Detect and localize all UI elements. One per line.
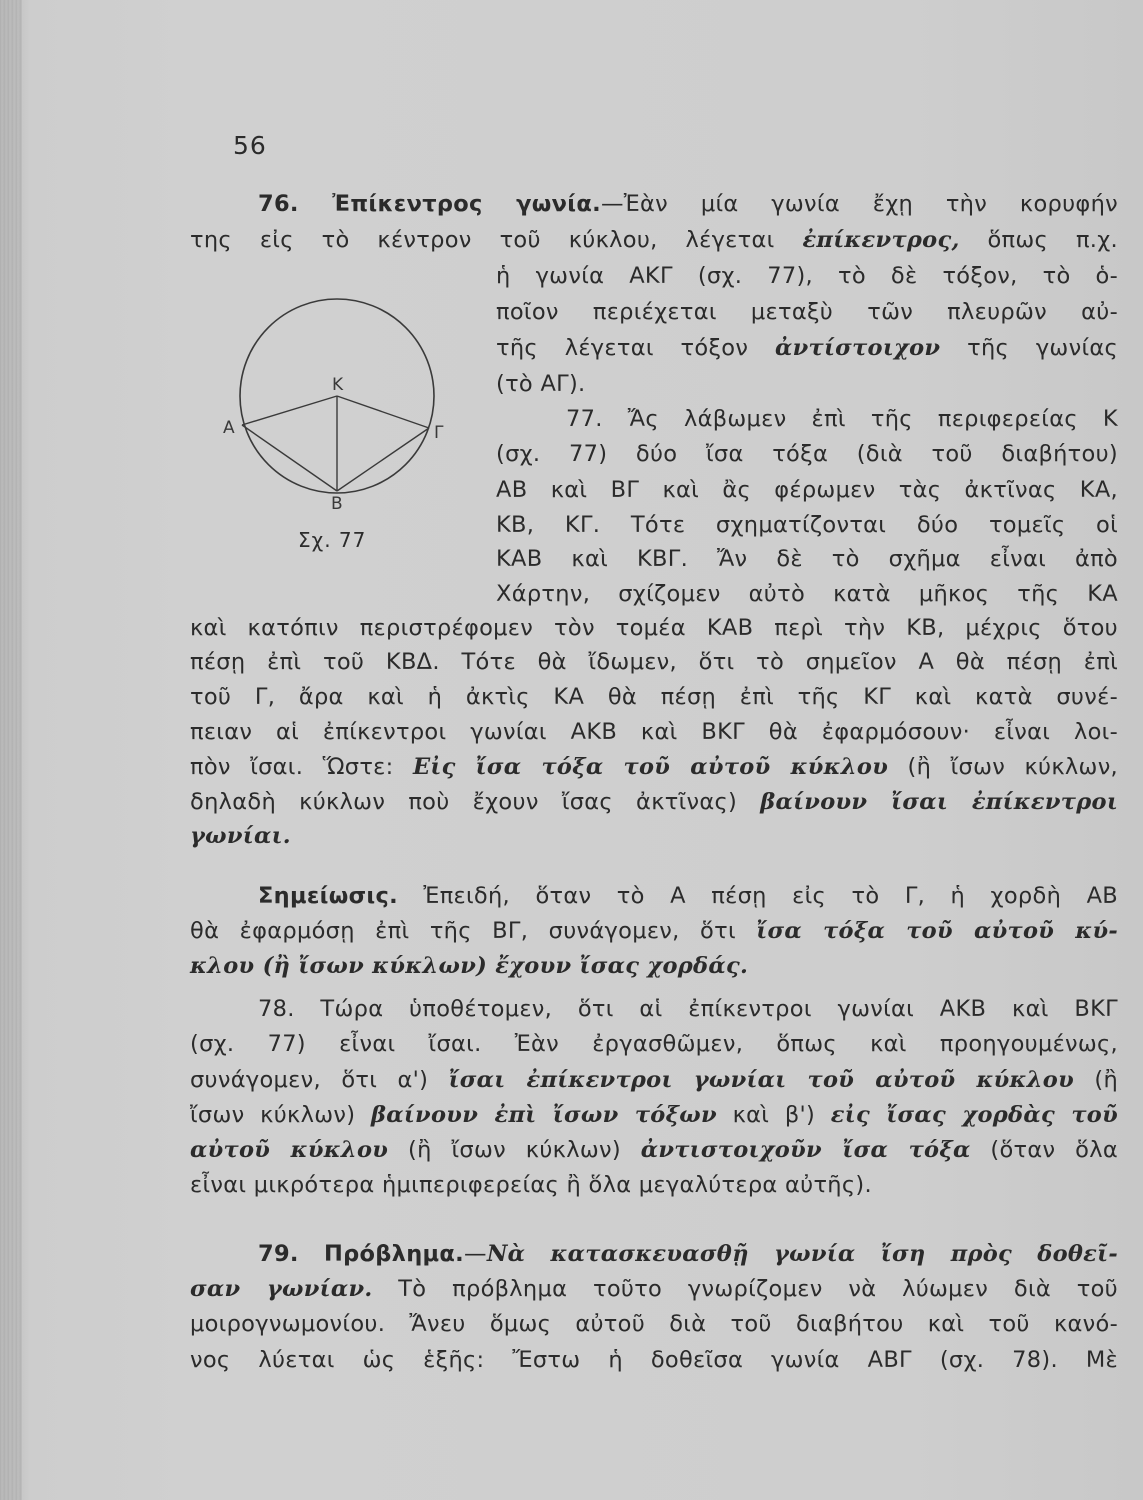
text-line xyxy=(190,683,1118,711)
text-line xyxy=(496,440,1118,468)
text-run: Ἐπειδή, ὅταν τὸ Α πέσῃ εἰς τὸ Γ, ἡ χορδὴ ΑΒ xyxy=(397,883,1118,909)
text-run: τοῦ Γ, ἄρα καὶ ἡ ἀκτὶς ΚΑ θὰ πέσῃ ἐπὶ τῆς ΚΓ καὶ κατὰ συνέ- xyxy=(190,684,1118,710)
text-line xyxy=(190,1171,1118,1199)
text-line xyxy=(190,1275,1118,1303)
text-line xyxy=(190,648,1118,676)
text-run: 78. Τώρα ὑποθέτομεν, ὅτι αἱ ἐπίκεντροι γωνίαι ΑΚΒ καὶ ΒΚΓ xyxy=(258,996,1118,1022)
text-line xyxy=(190,1030,1118,1058)
text-line xyxy=(258,882,1118,910)
heading-text: 76. Ἐπίκεντρος γωνία. xyxy=(258,191,601,217)
text-line xyxy=(496,334,1118,362)
text-run: (σχ. 77) δύο ἴσα τόξα (διὰ τοῦ διαβήτου) xyxy=(496,441,1118,467)
text-run: καὶ β') xyxy=(716,1102,831,1128)
emphasized-text: Νὰ κατασκευασθῇ γωνία ἴση πρὸς δοθεῖ- xyxy=(486,1241,1118,1267)
text-line xyxy=(258,995,1118,1023)
label-g: Γ xyxy=(434,423,444,443)
text-run: εἶναι μικρότερα ἡμιπεριφερείας ἢ ὅλα μεγαλύτερα αὐτῆς). xyxy=(190,1172,872,1198)
figure-77 xyxy=(220,295,460,525)
text-line xyxy=(190,917,1118,945)
text-run: 77. Ἄς λάβωμεν ἐπὶ τῆς περιφερείας Κ xyxy=(566,406,1118,432)
emphasized-text: ἀντιστοιχοῦν ἴσα τόξα xyxy=(640,1137,971,1163)
text-run: τῆς λέγεται τόξον xyxy=(496,335,776,361)
text-run: Τὸ πρόβλημα τοῦτο γνωρίζομεν νὰ λύωμεν διὰ τοῦ xyxy=(372,1276,1118,1302)
text-line xyxy=(190,1066,1118,1094)
page-binding xyxy=(0,0,22,1500)
radius-ka xyxy=(242,396,337,425)
text-run: ποῖον περιέχεται μεταξὺ τῶν πλευρῶν αὐ- xyxy=(496,299,1118,325)
emphasized-text: αὐτοῦ κύκλου xyxy=(190,1137,389,1163)
emphasized-text: βαίνουν ἐπὶ ἴσων τόξων xyxy=(371,1102,717,1128)
text-run: (σχ. 77) εἶναι ἴσαι. Ἐὰν ἐργασθῶμεν, ὅπως καὶ προηγουμένως, xyxy=(190,1031,1118,1057)
heading-text: 79. Πρόβλημα. xyxy=(258,1241,464,1267)
text-run: πειαν αἱ ἐπίκεντροι γωνίαι ΑΚΒ καὶ ΒΚΓ θὰ ἐφαρμόσουν· εἶναι λοι- xyxy=(190,719,1118,745)
text-line xyxy=(190,1310,1118,1338)
text-run: μοιρογνωμονίου. Ἄνευ ὅμως αὐτοῦ διὰ τοῦ διαβήτου καὶ τοῦ κανό- xyxy=(190,1311,1118,1337)
text-line xyxy=(496,476,1118,504)
text-line xyxy=(496,580,1118,608)
text-run: δηλαδὴ κύκλων ποὺ ἔχουν ἴσας ἀκτῖνας) xyxy=(190,789,761,815)
text-line xyxy=(190,1101,1118,1129)
text-line xyxy=(496,511,1118,539)
figure-caption: Σχ. 77 xyxy=(298,528,367,552)
text-run: πὸν ἴσαι. Ὥστε: xyxy=(190,754,413,780)
text-line xyxy=(496,262,1118,290)
text-run: (ἢ xyxy=(1074,1067,1118,1093)
text-run: νος λύεται ὡς ἑξῆς: Ἔστω ἡ δοθεῖσα γωνία ΑΒΓ (σχ. 78). Μὲ xyxy=(190,1347,1118,1373)
text-run: καὶ κατόπιν περιστρέφομεν τὸν τομέα ΚΑΒ περὶ τὴν ΚΒ, μέχρις ὅτου xyxy=(190,615,1118,641)
text-run: ΚΒ, ΚΓ. Τότε σχηματίζονται δύο τομεῖς οἱ xyxy=(496,512,1118,538)
emphasized-text: ἀντίστοιχον xyxy=(775,335,941,361)
text-line xyxy=(190,952,1118,980)
text-run: (ἢ ἴσων κύκλων, xyxy=(888,754,1119,780)
text-line xyxy=(496,298,1118,326)
emphasized-text: σαν γωνίαν. xyxy=(190,1276,373,1302)
text-run: (ὅταν ὅλα xyxy=(970,1137,1118,1163)
heading-text: Σημείωσις. xyxy=(258,883,398,909)
text-line xyxy=(190,718,1118,746)
text-line xyxy=(190,1136,1118,1164)
text-run: ἴσων κύκλων) xyxy=(190,1102,372,1128)
text-run: ὅπως π.χ. xyxy=(959,227,1119,253)
emphasized-text: ἴσα τόξα τοῦ αὐτοῦ κύ- xyxy=(756,918,1118,944)
emphasized-text: εἰς ἴσας χορδὰς τοῦ xyxy=(830,1102,1119,1128)
text-run: ἡ γωνία ΑΚΓ (σχ. 77), τὸ δὲ τόξον, τὸ ὁ- xyxy=(496,263,1118,289)
text-line xyxy=(190,1346,1118,1374)
page-number: 56 xyxy=(233,131,267,160)
text-run: συνάγομεν, ὅτι α') xyxy=(190,1067,449,1093)
radius-kg xyxy=(337,396,429,428)
text-line xyxy=(190,788,1118,816)
text-line xyxy=(258,190,1118,218)
text-line xyxy=(258,1240,1118,1268)
label-k: Κ xyxy=(332,375,344,395)
text-run: Χάρτην, σχίζομεν αὐτὸ κατὰ μῆκος τῆς ΚΑ xyxy=(496,581,1118,607)
text-run: — xyxy=(464,1241,487,1267)
label-a: Α xyxy=(223,418,235,438)
emphasized-text: βαίνουν ἴσαι ἐπίκεντροι xyxy=(760,789,1119,815)
emphasized-text: Εἰς ἴσα τόξα τοῦ αὐτοῦ κύκλου xyxy=(412,754,889,780)
text-line xyxy=(496,370,1118,398)
text-run: τῆς γωνίας xyxy=(940,335,1118,361)
emphasized-text: ἐπίκεντρος, xyxy=(802,227,960,253)
text-run: —Ἐὰν μία γωνία ἔχῃ τὴν κορυφήν xyxy=(600,191,1118,217)
emphasized-text: γωνίαι. xyxy=(190,823,291,849)
text-line xyxy=(566,405,1118,433)
emphasized-text: ἴσαι ἐπίκεντροι γωνίαι τοῦ αὐτοῦ κύκλου xyxy=(448,1067,1074,1093)
text-run: ΑΒ καὶ ΒΓ καὶ ἂς φέρωμεν τὰς ἀκτῖνας ΚΑ, xyxy=(496,477,1118,503)
text-run: πέσῃ ἐπὶ τοῦ ΚΒΔ. Τότε θὰ ἴδωμεν, ὅτι τὸ σημεῖον Α θὰ πέσῃ ἐπὶ xyxy=(190,649,1118,675)
emphasized-text: κλου (ἢ ἴσων κύκλων) ἔχουν ἴσας χορδάς. xyxy=(190,953,749,979)
text-line xyxy=(190,822,1118,850)
label-b: Β xyxy=(331,494,343,514)
text-line xyxy=(496,545,1118,573)
text-line xyxy=(190,614,1118,642)
text-run: της εἰς τὸ κέντρον τοῦ κύκλου, λέγεται xyxy=(190,227,803,253)
text-run: θὰ ἐφαρμόσῃ ἐπὶ τῆς ΒΓ, συνάγομεν, ὅτι xyxy=(190,918,757,944)
text-run: (τὸ ΑΓ). xyxy=(496,371,586,397)
text-line xyxy=(190,753,1118,781)
text-run: ΚΑΒ καὶ ΚΒΓ. Ἄν δὲ τὸ σχῆμα εἶναι ἀπὸ xyxy=(496,546,1118,572)
text-run: (ἢ ἴσων κύκλων) xyxy=(388,1137,641,1163)
text-line xyxy=(190,226,1118,254)
